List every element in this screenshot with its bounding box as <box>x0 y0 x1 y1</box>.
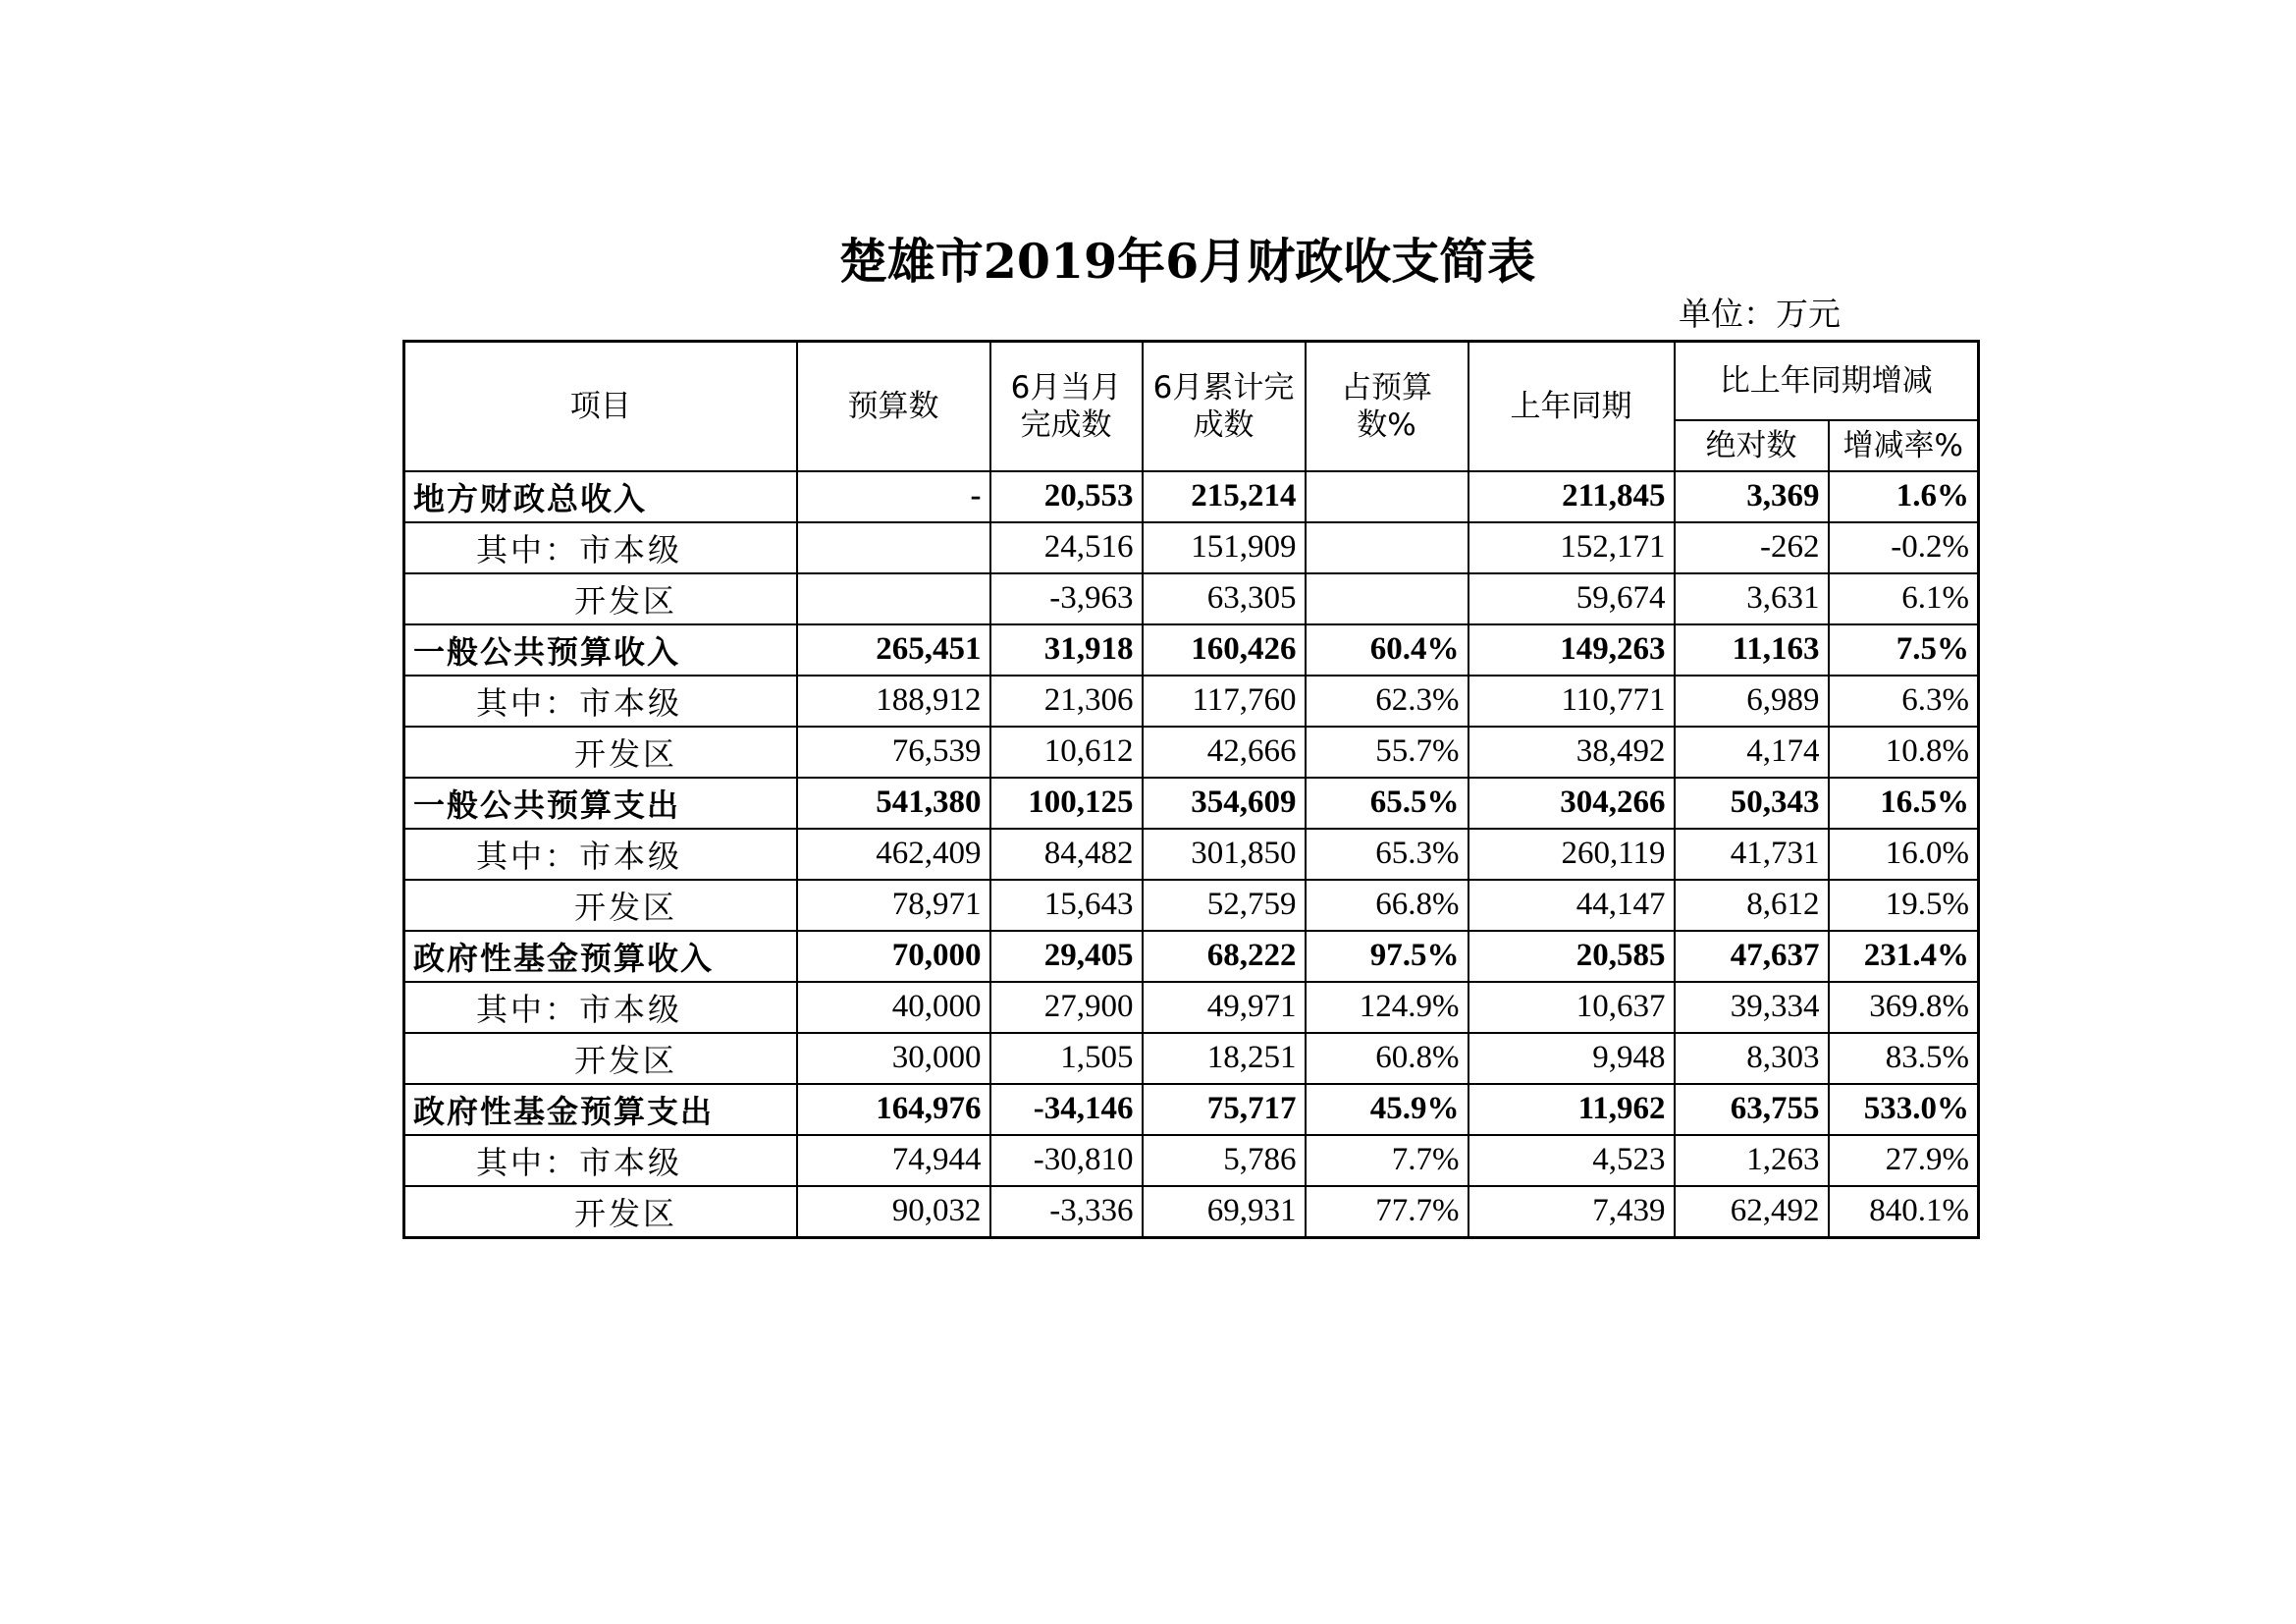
cell-last-year: 20,585 <box>1468 931 1675 982</box>
cell-rate: 6.3% <box>1829 676 1979 727</box>
row-label: 开发区 <box>404 727 797 778</box>
row-label: 开发区 <box>404 1186 797 1238</box>
row-label: 开发区 <box>404 880 797 931</box>
cell-cumulative: 69,931 <box>1143 1186 1306 1238</box>
header-budget: 预算数 <box>797 342 990 471</box>
header-last-year: 上年同期 <box>1468 342 1675 471</box>
cell-cumulative: 354,609 <box>1143 778 1306 829</box>
cell-last-year: 44,147 <box>1468 880 1675 931</box>
cell-absolute: 47,637 <box>1675 931 1829 982</box>
cell-last-year: 4,523 <box>1468 1135 1675 1186</box>
cell-absolute: 8,612 <box>1675 880 1829 931</box>
table-row <box>404 778 1979 829</box>
cell-pct: 45.9% <box>1306 1084 1468 1135</box>
table-row <box>404 471 1979 522</box>
cell-month: 84,482 <box>990 829 1143 880</box>
table-row <box>404 573 1979 624</box>
cell-absolute: -262 <box>1675 522 1829 573</box>
cell-last-year: 260,119 <box>1468 829 1675 880</box>
cell-budget: 76,539 <box>797 727 990 778</box>
cell-last-year: 11,962 <box>1468 1084 1675 1135</box>
row-label: 其中：市本级 <box>404 829 797 880</box>
cell-budget: 40,000 <box>797 982 990 1033</box>
cell-last-year: 7,439 <box>1468 1186 1675 1238</box>
cell-budget: 462,409 <box>797 829 990 880</box>
cell-cumulative: 75,717 <box>1143 1084 1306 1135</box>
cell-budget: 70,000 <box>797 931 990 982</box>
cell-budget: 541,380 <box>797 778 990 829</box>
cell-absolute: 8,303 <box>1675 1033 1829 1084</box>
cell-last-year: 211,845 <box>1468 471 1675 522</box>
table-row <box>404 1186 1979 1238</box>
cell-rate: 10.8% <box>1829 727 1979 778</box>
table-row <box>404 676 1979 727</box>
cell-last-year: 152,171 <box>1468 522 1675 573</box>
cell-budget: 78,971 <box>797 880 990 931</box>
cell-pct: 62.3% <box>1306 676 1468 727</box>
cell-absolute: 50,343 <box>1675 778 1829 829</box>
cell-budget: 188,912 <box>797 676 990 727</box>
row-label: 其中：市本级 <box>404 982 797 1033</box>
cell-rate: 27.9% <box>1829 1135 1979 1186</box>
cell-month: 10,612 <box>990 727 1143 778</box>
finance-table <box>402 340 1980 1239</box>
cell-absolute: 1,263 <box>1675 1135 1829 1186</box>
cell-absolute: 6,989 <box>1675 676 1829 727</box>
cell-budget: 30,000 <box>797 1033 990 1084</box>
header-month-done: 6月当月完成数 <box>990 342 1143 471</box>
row-label: 政府性基金预算收入 <box>404 931 797 982</box>
cell-cumulative: 63,305 <box>1143 573 1306 624</box>
cell-month: 100,125 <box>990 778 1143 829</box>
row-label: 其中：市本级 <box>404 676 797 727</box>
cell-rate: 533.0% <box>1829 1084 1979 1135</box>
row-label: 一般公共预算支出 <box>404 778 797 829</box>
cell-last-year: 149,263 <box>1468 624 1675 676</box>
cell-pct: 65.3% <box>1306 829 1468 880</box>
row-label: 其中：市本级 <box>404 1135 797 1186</box>
cell-month: 27,900 <box>990 982 1143 1033</box>
cell-cumulative: 301,850 <box>1143 829 1306 880</box>
cell-pct: 65.5% <box>1306 778 1468 829</box>
cell-month: 15,643 <box>990 880 1143 931</box>
cell-last-year: 59,674 <box>1468 573 1675 624</box>
table-row <box>404 1084 1979 1135</box>
table-row <box>404 829 1979 880</box>
cell-cumulative: 42,666 <box>1143 727 1306 778</box>
table-row <box>404 1033 1979 1084</box>
cell-absolute: 4,174 <box>1675 727 1829 778</box>
cell-rate: 6.1% <box>1829 573 1979 624</box>
header-compare: 比上年同期增减 <box>1675 342 1979 420</box>
cell-last-year: 10,637 <box>1468 982 1675 1033</box>
row-label: 开发区 <box>404 573 797 624</box>
header-item: 项目 <box>404 342 797 471</box>
page-title: 楚雄市2019年6月财政收支简表 <box>838 233 1536 290</box>
cell-rate: 231.4% <box>1829 931 1979 982</box>
table-row <box>404 522 1979 573</box>
cell-cumulative: 5,786 <box>1143 1135 1306 1186</box>
table-row <box>404 727 1979 778</box>
cell-pct: 55.7% <box>1306 727 1468 778</box>
cell-absolute: 11,163 <box>1675 624 1829 676</box>
cell-month: 31,918 <box>990 624 1143 676</box>
cell-month: -3,963 <box>990 573 1143 624</box>
cell-pct <box>1306 573 1468 624</box>
cell-month: -34,146 <box>990 1084 1143 1135</box>
cell-cumulative: 68,222 <box>1143 931 1306 982</box>
row-label: 开发区 <box>404 1033 797 1084</box>
cell-month: 1,505 <box>990 1033 1143 1084</box>
cell-budget: 74,944 <box>797 1135 990 1186</box>
cell-cumulative: 52,759 <box>1143 880 1306 931</box>
cell-budget: 164,976 <box>797 1084 990 1135</box>
table-row <box>404 880 1979 931</box>
cell-cumulative: 215,214 <box>1143 471 1306 522</box>
cell-cumulative: 18,251 <box>1143 1033 1306 1084</box>
row-label: 地方财政总收入 <box>404 471 797 522</box>
cell-absolute: 39,334 <box>1675 982 1829 1033</box>
cell-pct: 124.9% <box>1306 982 1468 1033</box>
cell-budget <box>797 573 990 624</box>
cell-budget <box>797 522 990 573</box>
header-pct-budget: 占预算数% <box>1306 342 1468 471</box>
cell-last-year: 110,771 <box>1468 676 1675 727</box>
cell-month: 21,306 <box>990 676 1143 727</box>
cell-budget: - <box>797 471 990 522</box>
cell-month: -3,336 <box>990 1186 1143 1238</box>
cell-absolute: 3,369 <box>1675 471 1829 522</box>
header-rate: 增减率% <box>1829 420 1979 471</box>
cell-absolute: 3,631 <box>1675 573 1829 624</box>
cell-pct: 77.7% <box>1306 1186 1468 1238</box>
cell-rate: 16.0% <box>1829 829 1979 880</box>
table-row <box>404 982 1979 1033</box>
cell-cumulative: 117,760 <box>1143 676 1306 727</box>
unit-label: 单位：万元 <box>1679 295 1841 333</box>
cell-pct: 60.8% <box>1306 1033 1468 1084</box>
cell-month: -30,810 <box>990 1135 1143 1186</box>
row-label: 一般公共预算收入 <box>404 624 797 676</box>
cell-last-year: 304,266 <box>1468 778 1675 829</box>
cell-cumulative: 151,909 <box>1143 522 1306 573</box>
cell-pct <box>1306 471 1468 522</box>
table-row <box>404 624 1979 676</box>
cell-month: 29,405 <box>990 931 1143 982</box>
cell-rate: 369.8% <box>1829 982 1979 1033</box>
row-label: 政府性基金预算支出 <box>404 1084 797 1135</box>
cell-budget: 265,451 <box>797 624 990 676</box>
cell-rate: 7.5% <box>1829 624 1979 676</box>
cell-budget: 90,032 <box>797 1186 990 1238</box>
cell-absolute: 41,731 <box>1675 829 1829 880</box>
cell-rate: 83.5% <box>1829 1033 1979 1084</box>
table-row <box>404 1135 1979 1186</box>
cell-pct: 7.7% <box>1306 1135 1468 1186</box>
cell-absolute: 62,492 <box>1675 1186 1829 1238</box>
cell-rate: 840.1% <box>1829 1186 1979 1238</box>
cell-pct: 60.4% <box>1306 624 1468 676</box>
cell-rate: 19.5% <box>1829 880 1979 931</box>
header-absolute: 绝对数 <box>1675 420 1829 471</box>
cell-pct: 97.5% <box>1306 931 1468 982</box>
cell-cumulative: 160,426 <box>1143 624 1306 676</box>
cell-month: 20,553 <box>990 471 1143 522</box>
cell-pct: 66.8% <box>1306 880 1468 931</box>
header-cumulative: 6月累计完成数 <box>1143 342 1306 471</box>
row-label: 其中：市本级 <box>404 522 797 573</box>
cell-pct <box>1306 522 1468 573</box>
cell-rate: 16.5% <box>1829 778 1979 829</box>
cell-rate: -0.2% <box>1829 522 1979 573</box>
table-row <box>404 931 1979 982</box>
cell-cumulative: 49,971 <box>1143 982 1306 1033</box>
cell-last-year: 9,948 <box>1468 1033 1675 1084</box>
cell-last-year: 38,492 <box>1468 727 1675 778</box>
cell-month: 24,516 <box>990 522 1143 573</box>
cell-rate: 1.6% <box>1829 471 1979 522</box>
cell-absolute: 63,755 <box>1675 1084 1829 1135</box>
